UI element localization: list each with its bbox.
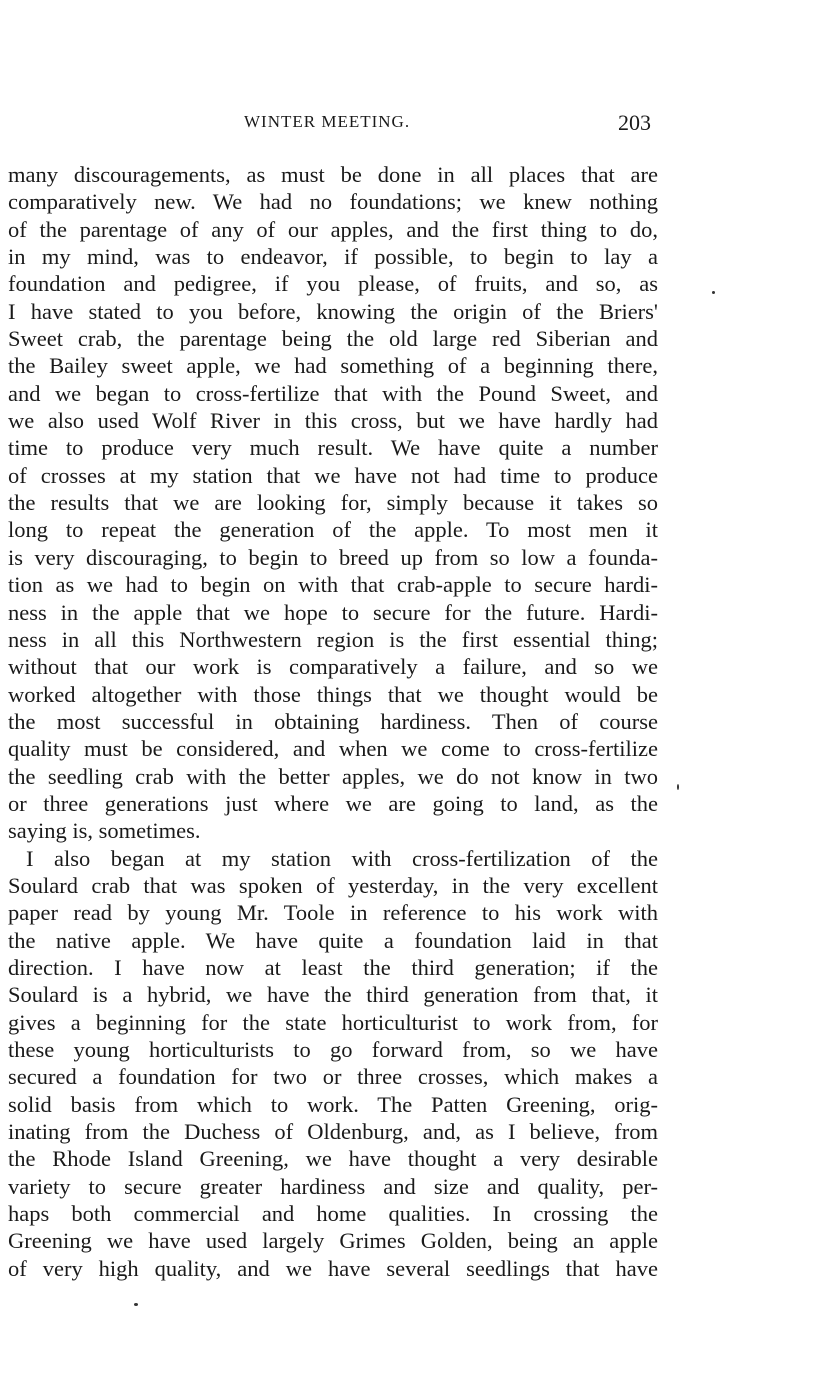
running-title: WINTER MEETING.	[244, 112, 411, 131]
text-line: the seedling crab with the better apples, we do not know in two	[8, 763, 658, 789]
text-line: we also used Wolf River in this cross, but we have hardly had	[8, 408, 658, 434]
text-line: worked altogether with those things that we thought would be	[8, 681, 658, 707]
print-speck	[677, 784, 679, 790]
text-line: long to repeat the generation of the apple. To most men it	[8, 517, 658, 543]
body-text	[8, 161, 658, 1282]
text-line: time to produce very much result. We have quite a number	[8, 435, 658, 461]
text-line: tion as we had to begin on with that crab-apple to secure hardi-	[8, 572, 658, 598]
text-line: comparatively new. We had no foundations; we knew nothing	[8, 189, 658, 215]
text-line: gives a beginning for the state horticulturist to work from, for	[8, 1009, 658, 1035]
text-line: Sweet crab, the parentage being the old large red Siberian and	[8, 326, 658, 352]
running-head	[0, 112, 831, 142]
text-line: and we began to cross-fertilize that with the Pound Sweet, and	[8, 380, 658, 406]
text-line: these young horticulturists to go forward from, so we have	[8, 1037, 658, 1062]
text-line: of crosses at my station that we have not had time to produce	[8, 462, 658, 488]
text-line: the Bailey sweet apple, we had something of a beginning there,	[8, 353, 658, 379]
text-line: the Rhode Island Greening, we have thought a very desirable	[8, 1146, 658, 1172]
print-speck	[134, 1303, 138, 1306]
text-line: I have stated to you before, knowing the origin of the Briers'	[8, 298, 658, 324]
text-line: of very high quality, and we have several seedlings that have	[8, 1255, 658, 1281]
text-line: haps both commercial and home qualities. In crossing the	[8, 1201, 658, 1227]
text-line: the most successful in obtaining hardiness. Then of course	[8, 708, 658, 734]
text-line: quality must be considered, and when we come to cross-fertilize	[8, 736, 658, 762]
text-line: paper read by young Mr. Toole in reference to his work with	[8, 900, 658, 926]
text-line: in my mind, was to endeavor, if possible, to begin to lay a	[8, 244, 658, 270]
text-line: secured a foundation for two or three crosses, which makes a	[8, 1064, 658, 1090]
text-line: inating from the Duchess of Oldenburg, and, as I believe, from	[8, 1119, 658, 1145]
text-line: direction. I have now at least the third generation; if the	[8, 954, 658, 980]
page-number: 203	[618, 110, 651, 135]
text-line: ness in the apple that we hope to secure for the future. Hardi-	[8, 599, 658, 625]
text-line: the results that we are looking for, simply because it takes so	[8, 490, 658, 516]
print-speck	[712, 291, 715, 294]
text-line: Soulard is a hybrid, we have the third generation from that, it	[8, 982, 658, 1008]
text-line: ness in all this Northwestern region is the first essential thing;	[8, 626, 658, 652]
text-line: of the parentage of any of our apples, and the first thing to do,	[8, 216, 658, 242]
text-line: many discouragements, as must be done in all places that are	[8, 162, 658, 187]
text-line: without that our work is comparatively a failure, and so we	[8, 654, 658, 680]
text-line: I also began at my station with cross-fertilization of the	[26, 845, 658, 871]
text-line: or three generations just where we are going to land, as the	[8, 790, 658, 816]
text-line: saying is, sometimes.	[8, 818, 201, 844]
text-line: solid basis from which to work. The Patten Greening, orig-	[8, 1091, 658, 1117]
text-line: Greening we have used largely Grimes Golden, being an apple	[8, 1228, 658, 1254]
text-line: the native apple. We have quite a foundation laid in that	[8, 927, 658, 953]
text-line: is very discouraging, to begin to breed up from so low a founda-	[8, 544, 658, 570]
text-line: variety to secure greater hardiness and size and quality, per-	[8, 1173, 658, 1199]
text-line: foundation and pedigree, if you please, of fruits, and so, as	[8, 271, 658, 297]
text-line: Soulard crab that was spoken of yesterday, in the very excellent	[8, 872, 658, 898]
